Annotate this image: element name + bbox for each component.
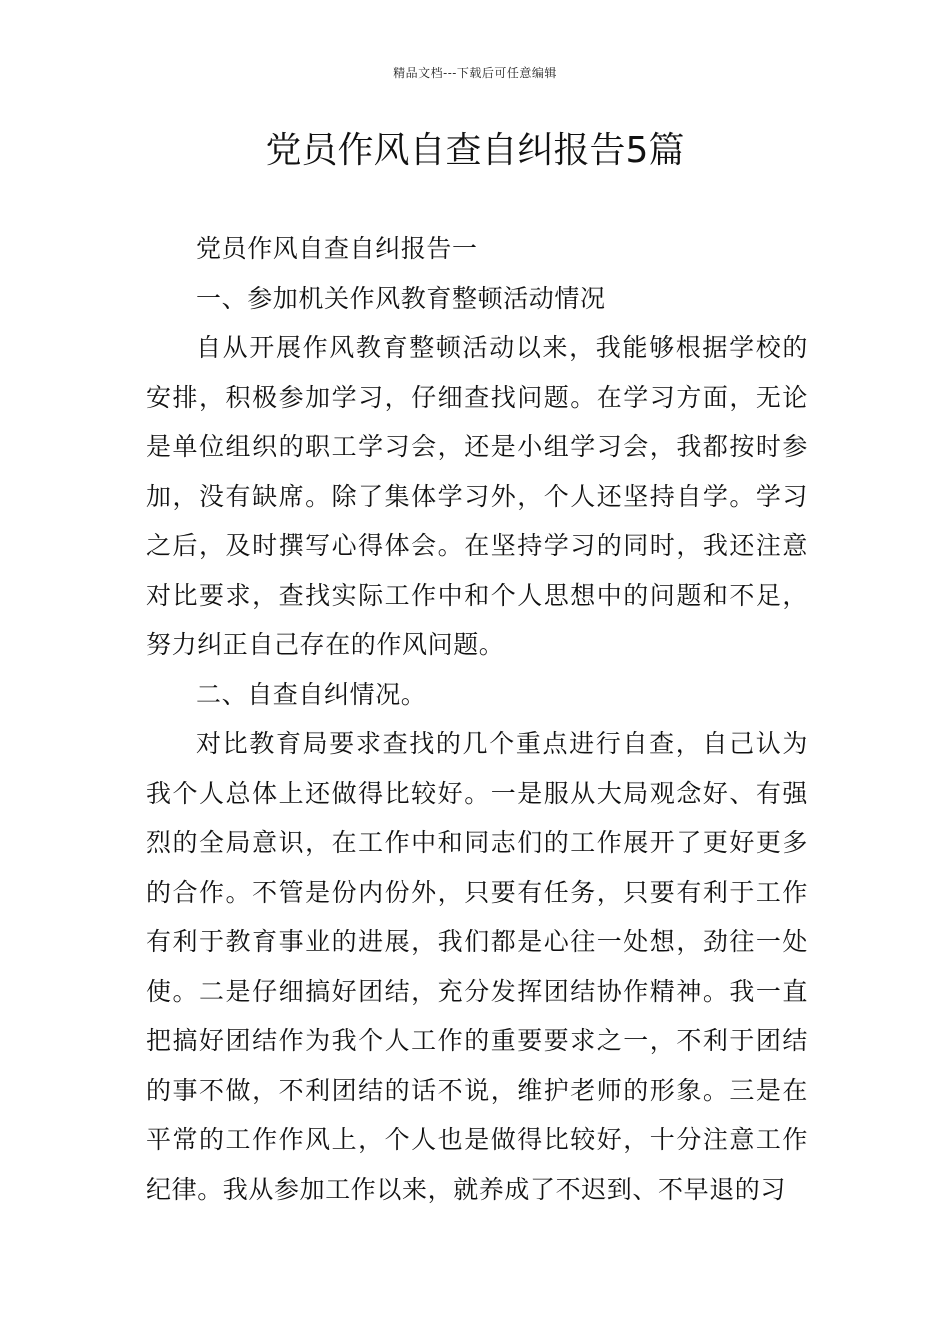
body-paragraph: 自从开展作风教育整顿活动以来，我能够根据学校的安排，积极参加学习，仔细查找问题。在学习方面，无论是单位组织的职工学习会，还是小组学习会，我都按时参加，没有缺席。除了集体学习外，个人还坚持自学。学习之后，及时撰写心得体会。在坚持学习的同时，我还注意对比要求，查找实际工作中和个人思想中的问题和不足，努力纠正自己存在的作风问题。 [146,333,808,659]
document-title: 党员作风自查自纠报告5篇 [265,130,685,171]
section-heading-part-one: 一、参加机关作风教育整顿活动情况 [196,283,606,313]
body-paragraph: 对比教育局要求查找的几个重点进行自查，自己认为我个人总体上还做得比较好。一是服从大局观念好、有强烈的全局意识，在工作中和同志们的工作展开了更好更多的合作。不管是份内份外，只要有任务，只要有利于工作有利于教育事业的进展，我们都是心往一处想，劲往一处使。二是仔细搞好团结，充分发挥团结协作精神。我一直把搞好团结作为我个人工作的重要要求之一，不利于团结的事不做，不利团结的话不说，维护老师的形象。三是在平常的工作作风上，个人也是做得比较好，十分注意工作纪律。我从参加工作以来，就养成了不迟到、不早退的习 [146,729,808,1204]
document-body [146,224,808,1214]
section-heading-part-two: 二、自查自纠情况。 [196,679,427,709]
header-note: 精品文档---下载后可任意编辑 [393,66,557,80]
section-heading-report-one: 党员作风自查自纠报告一 [196,234,478,263]
